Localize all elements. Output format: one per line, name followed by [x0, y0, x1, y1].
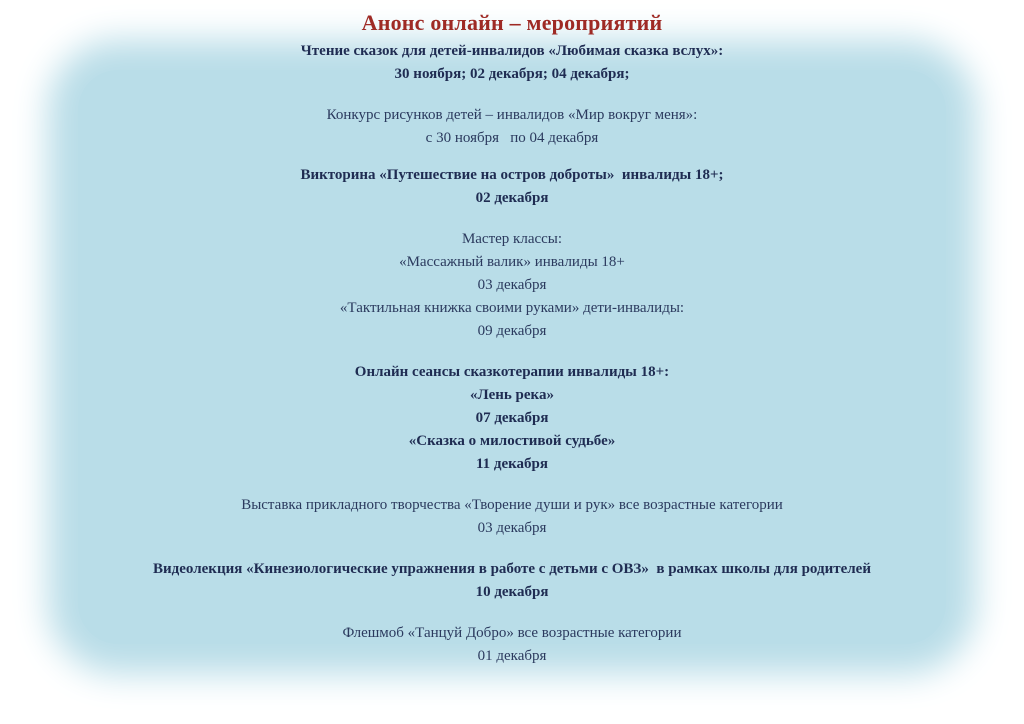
event-dates: 11 декабря	[475, 456, 549, 472]
event-title: Выставка прикладного творчества «Творение души и рук» все возрастные категории	[241, 497, 783, 513]
event-dates: 10 декабря	[475, 584, 549, 600]
event-dates: с 30 ноября по 04 декабря	[425, 130, 599, 146]
event-fairy-tale-therapy	[0, 361, 1024, 476]
event-flashmob	[0, 622, 1024, 668]
event-fairy-tale-reading	[0, 40, 1024, 86]
event-title: Мастер классы:	[461, 231, 563, 247]
event-title: Викторина «Путешествие на остров доброты» инвалиды 18+;	[300, 167, 724, 183]
event-dates: 30 ноября; 02 декабря; 04 декабря;	[394, 66, 630, 82]
event-dates: 03 декабря	[477, 520, 547, 536]
event-subtitle: «Тактильная книжка своими руками» дети-инвалиды:	[339, 300, 685, 316]
event-drawing-contest	[0, 104, 1024, 150]
event-dates: 03 декабря	[477, 277, 547, 293]
event-quiz	[0, 164, 1024, 210]
event-title: Онлайн сеансы сказкотерапии инвалиды 18+:	[354, 364, 670, 380]
event-subtitle: «Массажный валик» инвалиды 18+	[399, 254, 625, 270]
event-dates: 01 декабря	[477, 648, 547, 664]
event-video-lecture	[0, 558, 1024, 604]
event-title: Видеолекция «Кинезиологические упражнения в работе с детьми с ОВЗ» в рамках школы для родителей	[153, 561, 871, 577]
page-title: Анонс онлайн – мероприятий	[361, 10, 663, 35]
event-dates: 07 декабря	[475, 410, 549, 426]
event-master-classes	[0, 228, 1024, 343]
event-crafts-exhibition	[0, 494, 1024, 540]
event-subtitle: «Лень река»	[470, 387, 554, 403]
event-title: Конкурс рисунков детей – инвалидов «Мир вокруг меня»:	[326, 107, 698, 123]
event-dates: 02 декабря	[475, 190, 549, 206]
event-dates: 09 декабря	[477, 323, 547, 339]
event-subtitle: «Сказка о милостивой судьбе»	[408, 433, 616, 449]
event-title: Чтение сказок для детей-инвалидов «Любимая сказка вслух»:	[300, 43, 724, 59]
event-title: Флешмоб «Танцуй Добро» все возрастные категории	[342, 625, 682, 641]
